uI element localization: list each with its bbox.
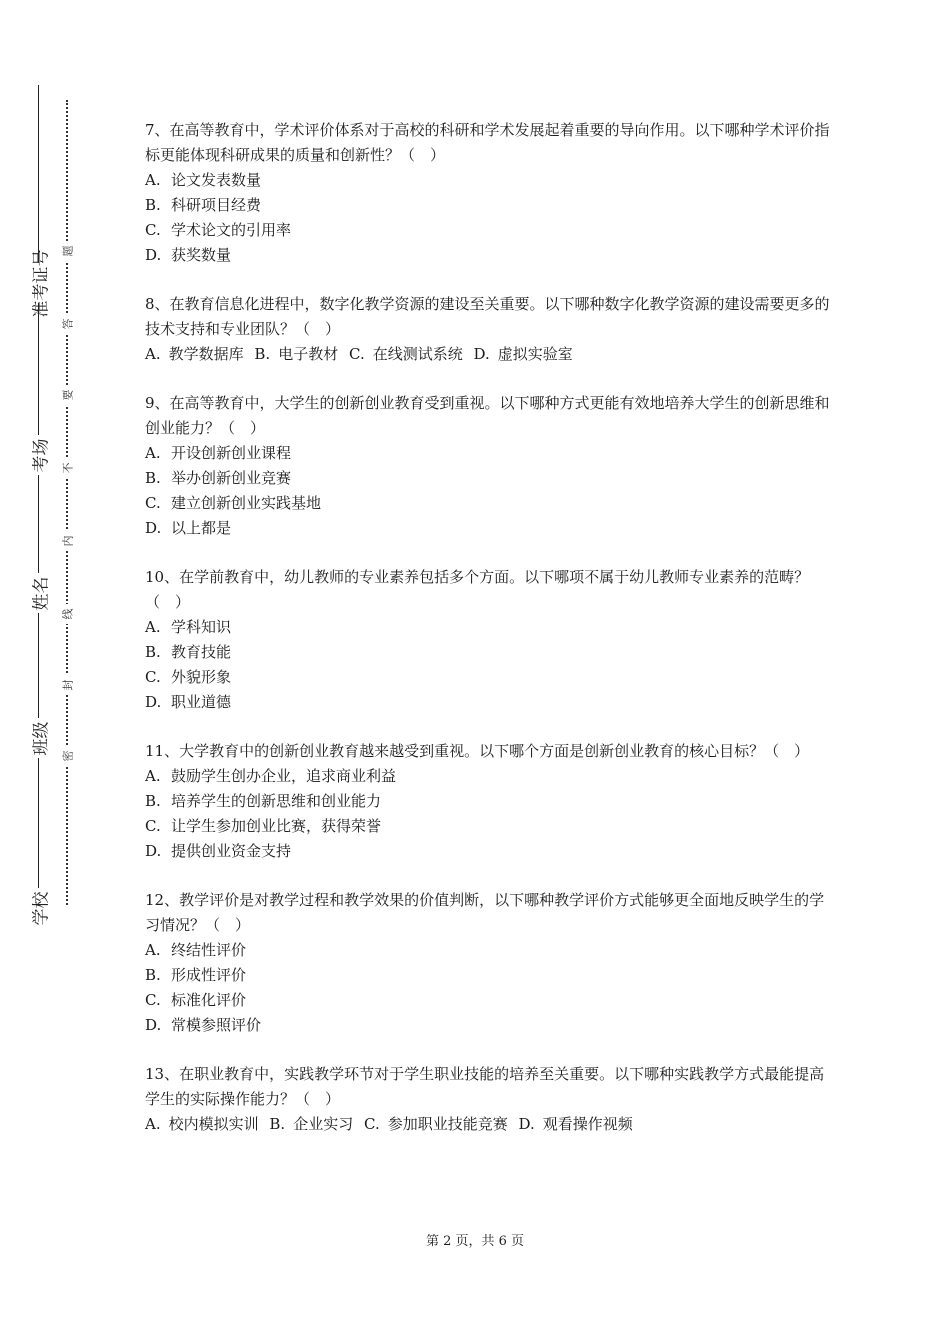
exam-room-label: 考场	[31, 438, 52, 472]
seal-char: 密	[57, 746, 77, 766]
seal-char: 内	[57, 531, 77, 551]
fill-in-line	[38, 85, 39, 900]
question-stem: 10、在学前教育中，幼儿教师的专业素养包括多个方面。以下哪项不属于幼儿教师专业素养的范畴？（ ）	[145, 568, 810, 611]
seal-char: 封	[57, 675, 77, 695]
question-8	[145, 292, 835, 367]
option-a[interactable]: A. 教学数据库	[145, 345, 244, 363]
option-c[interactable]: C. 外貌形象	[145, 668, 232, 686]
question-12	[145, 888, 835, 1038]
option-d[interactable]: D. 获奖数量	[145, 246, 232, 264]
option-d[interactable]: D. 常模参照评价	[145, 1016, 262, 1034]
class-field[interactable]	[18, 718, 60, 758]
question-stem: 13、在职业教育中，实践教学环节对于学生职业技能的培养至关重要。以下哪种实践教学方式最能提高学生的实际操作能力？（ ）	[145, 1065, 825, 1108]
seal-dotted-line	[66, 100, 68, 905]
option-b[interactable]: B. 企业实习	[269, 1115, 354, 1133]
option-c[interactable]: C. 让学生参加创业比赛，获得荣誉	[145, 817, 382, 835]
binding-margin	[0, 0, 110, 1344]
option-c[interactable]: C. 建立创新创业实践基地	[145, 494, 322, 512]
question-stem: 9、在高等教育中，大学生的创新创业教育受到重视。以下哪种方式更能有效地培养大学生的创新思维和创业能力？（ ）	[145, 394, 830, 437]
exam-id-label: 准考证号	[31, 249, 52, 317]
option-c[interactable]: C. 参加职业技能竞赛	[364, 1115, 508, 1133]
exam-room-field[interactable]	[18, 435, 60, 475]
option-d[interactable]: D. 职业道德	[145, 693, 232, 711]
name-label: 姓名	[31, 576, 52, 610]
question-9	[145, 391, 835, 541]
option-c[interactable]: C. 在线测试系统	[349, 345, 463, 363]
school-field[interactable]	[18, 888, 60, 928]
option-b[interactable]: B. 形成性评价	[145, 966, 247, 984]
seal-char: 题	[57, 241, 77, 261]
question-list	[145, 118, 835, 1161]
option-d[interactable]: D. 观看操作视频	[518, 1115, 633, 1133]
option-a[interactable]: A. 论文发表数量	[145, 171, 262, 189]
question-13	[145, 1062, 835, 1137]
seal-char: 答	[57, 314, 77, 334]
seal-char: 要	[57, 385, 77, 405]
option-b[interactable]: B. 科研项目经费	[145, 196, 262, 214]
page-number: 第 2 页，共 6 页	[425, 1234, 525, 1249]
option-b[interactable]: B. 举办创新创业竞赛	[145, 469, 292, 487]
option-b[interactable]: B. 电子教材	[254, 345, 339, 363]
seal-char: 不	[57, 458, 77, 478]
name-field[interactable]	[18, 573, 60, 613]
option-c[interactable]: C. 学术论文的引用率	[145, 221, 292, 239]
school-label: 学校	[31, 891, 52, 925]
exam-id-field[interactable]	[18, 249, 60, 317]
question-10	[145, 565, 835, 715]
option-b[interactable]: B. 教育技能	[145, 643, 232, 661]
question-stem: 11、大学教育中的创新创业教育越来越受到重视。以下哪个方面是创新创业教育的核心目标？（ ）	[145, 742, 810, 760]
question-stem: 8、在教育信息化进程中，数字化教学资源的建设至关重要。以下哪种数字化教学资源的建设需要更多的技术支持和专业团队？（ ）	[145, 295, 830, 338]
class-label: 班级	[31, 721, 52, 755]
option-a[interactable]: A. 学科知识	[145, 618, 232, 636]
option-a[interactable]: A. 校内模拟实训	[145, 1115, 259, 1133]
seal-char: 线	[57, 604, 77, 624]
option-a[interactable]: A. 终结性评价	[145, 941, 247, 959]
question-7	[145, 118, 835, 268]
option-a[interactable]: A. 鼓励学生创办企业，追求商业利益	[145, 767, 397, 785]
option-a[interactable]: A. 开设创新创业课程	[145, 444, 292, 462]
option-c[interactable]: C. 标准化评价	[145, 991, 247, 1009]
question-stem: 12、教学评价是对教学过程和教学效果的价值判断，以下哪种教学评价方式能够更全面地反映学生的学习情况？（ ）	[145, 891, 825, 934]
option-b[interactable]: B. 培养学生的创新思维和创业能力	[145, 792, 382, 810]
option-d[interactable]: D. 虚拟实验室	[473, 345, 573, 363]
question-stem: 7、在高等教育中，学术评价体系对于高校的科研和学术发展起着重要的导向作用。以下哪种学术评价指标更能体现科研成果的质量和创新性？（ ）	[145, 121, 830, 164]
option-d[interactable]: D. 提供创业资金支持	[145, 842, 292, 860]
question-11	[145, 739, 835, 864]
option-d[interactable]: D. 以上都是	[145, 519, 232, 537]
